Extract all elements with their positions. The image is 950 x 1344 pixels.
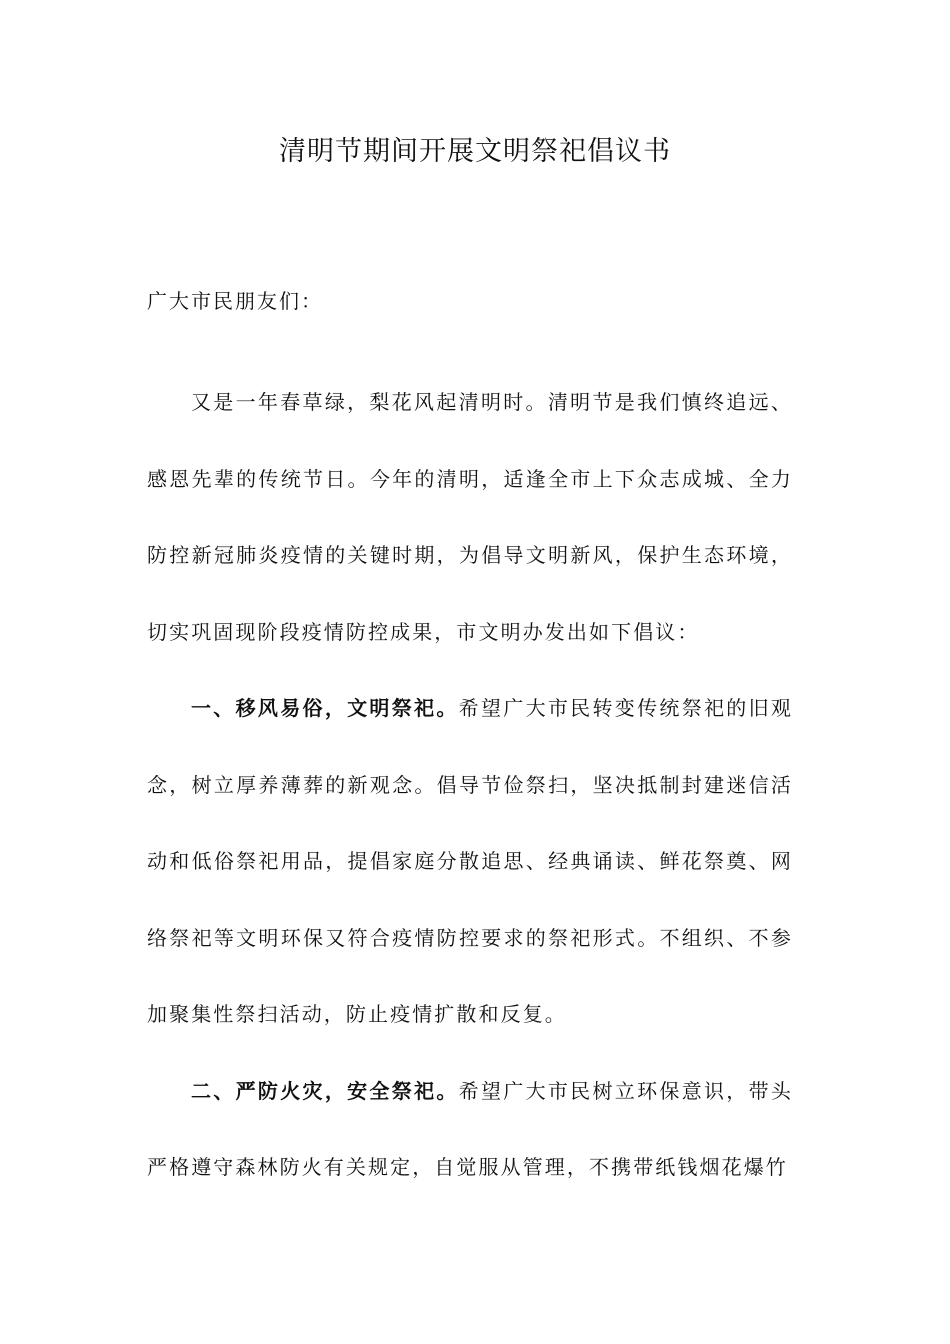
paragraph-item-1-text: 希望广大市民转变传统祭祀的旧观念，树立厚养薄葬的新观念。倡导节俭祭扫，坚决抵制封建迷信活动和低俗祭祀用品，提倡家庭分散追思、经典诵读、鲜花祭奠、网络祭祀等文明环保又符合疫情防控要求的祭祀形式。不组织、不参加聚集性祭扫活动，防止疫情扩散和反复。 [147, 696, 794, 1026]
document-title: 清明节期间开展文明祭祀倡议书 [279, 136, 671, 167]
paragraph-item-2 [147, 1053, 793, 1206]
salutation: 广大市民朋友们： [147, 289, 323, 313]
paragraph-item-1-heading: 一、移风易俗，文明祭祀。 [191, 696, 459, 720]
paragraph-intro-text: 又是一年春草绿，梨花风起清明时。清明节是我们慎终追远、感恩先辈的传统节日。今年的清明，适逢全市上下众志成城、全力防控新冠肺炎疫情的关键时期，为倡导文明新风，保护生态环境，切实巩固现阶段疫情防控成果，市文明办发出如下倡议： [147, 390, 793, 644]
paragraph-item-2-text: 希望广大市民树立环保意识，带头严格遵守森林防火有关规定，自觉服从管理，不携带纸钱烟花爆竹 [147, 1078, 794, 1179]
paragraph-item-2-heading: 二、严防火灾，安全祭祀。 [191, 1078, 459, 1103]
document-body [147, 364, 793, 1206]
paragraph-intro [147, 364, 793, 670]
paragraph-item-1 [147, 670, 793, 1053]
